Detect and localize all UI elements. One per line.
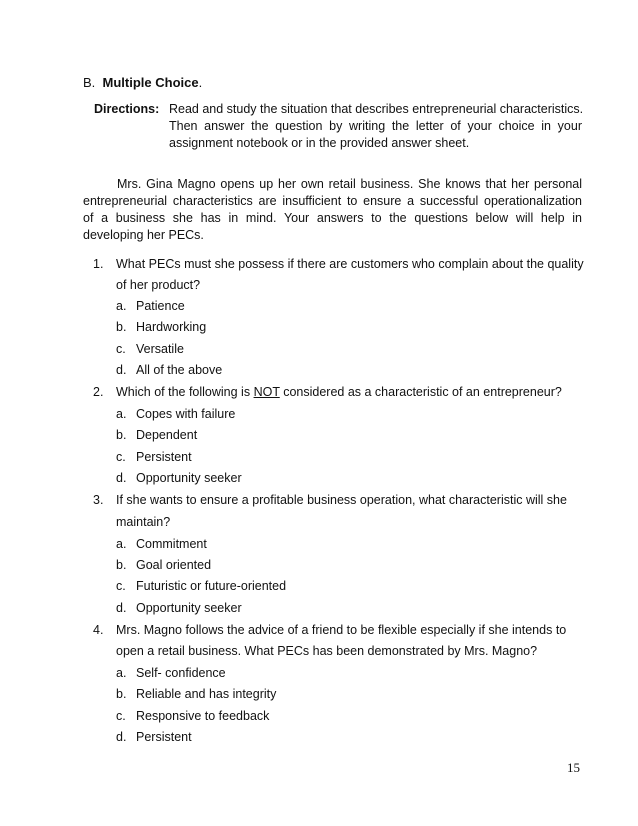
option-4a — [116, 666, 226, 680]
option-letter: b. — [116, 320, 127, 334]
option-1d — [116, 363, 222, 377]
question-1 — [93, 257, 584, 271]
question-1-continued: of her product? — [116, 278, 201, 292]
option-2d — [116, 471, 242, 485]
option-2b — [116, 428, 197, 442]
page-number: 15 — [567, 760, 580, 775]
option-letter: d. — [116, 601, 127, 615]
option-text: Responsive to feedback — [136, 709, 270, 723]
option-3a — [116, 537, 207, 551]
directions-line-1: Read and study the situation that describes entrepreneurial characteristics. — [169, 102, 584, 116]
option-3b — [116, 558, 211, 572]
option-text: Futuristic or future-oriented — [136, 579, 287, 593]
question-emphasis: NOT — [253, 385, 280, 399]
option-letter: b. — [116, 687, 127, 701]
section-title: Multiple Choice — [102, 75, 199, 90]
option-letter: a. — [116, 299, 127, 313]
situation-line-4: developing her PECs. — [83, 228, 204, 242]
directions-label: Directions: — [94, 102, 160, 116]
situation-line-2: entrepreneurial characteristics are insufficient to ensure a successful operationalization — [83, 194, 582, 208]
option-1b — [116, 320, 206, 334]
option-letter: b. — [116, 558, 127, 572]
option-text: Versatile — [136, 342, 184, 356]
section-heading — [83, 75, 202, 90]
option-text: Patience — [136, 299, 185, 313]
option-text: Copes with failure — [136, 407, 236, 421]
option-3c — [116, 579, 286, 593]
option-text: Persistent — [136, 730, 192, 744]
option-letter: c. — [116, 579, 126, 593]
option-2c — [116, 450, 192, 464]
directions-line-3: assignment notebook or in the provided answer sheet. — [169, 136, 470, 150]
section-prefix: B. — [83, 75, 96, 90]
option-3d — [116, 601, 242, 615]
option-letter: a. — [116, 666, 127, 680]
question-number: 2. — [93, 385, 104, 399]
option-letter: c. — [116, 450, 126, 464]
option-text: Dependent — [136, 428, 198, 442]
question-4 — [93, 623, 566, 637]
option-text: Reliable and has integrity — [136, 687, 277, 701]
option-text: Opportunity seeker — [136, 471, 242, 485]
directions-line-2: Then answer the question by writing the letter of your choice in your — [169, 119, 582, 133]
question-number: 1. — [93, 257, 104, 271]
option-text: All of the above — [136, 363, 223, 377]
option-text: Self- confidence — [136, 666, 226, 680]
option-letter: a. — [116, 537, 127, 551]
option-4b — [116, 687, 276, 701]
option-4d — [116, 730, 192, 744]
option-letter: c. — [116, 709, 126, 723]
option-text: Hardworking — [136, 320, 207, 334]
option-letter: c. — [116, 342, 126, 356]
question-text: Mrs. Magno follows the advice of a friend to be flexible especially if she intends to — [116, 623, 567, 637]
section-suffix: . — [198, 75, 203, 90]
question-2 — [93, 385, 562, 399]
question-number: 4. — [93, 623, 104, 637]
option-2a — [116, 407, 235, 421]
option-1c — [116, 342, 184, 356]
option-1a — [116, 299, 185, 313]
question-text: If she wants to ensure a profitable business operation, what characteristic will she — [116, 493, 567, 507]
option-letter: b. — [116, 428, 127, 442]
option-letter: d. — [116, 471, 127, 485]
question-text-before: Which of the following is — [116, 385, 254, 399]
question-text: What PECs must she possess if there are customers who complain about the quality — [116, 257, 584, 271]
question-number: 3. — [93, 493, 104, 507]
question-3-continued: maintain? — [116, 515, 171, 529]
question-text-after: considered as a characteristic of an entrepreneur? — [279, 385, 562, 399]
option-4c — [116, 709, 269, 723]
option-letter: a. — [116, 407, 127, 421]
option-text: Opportunity seeker — [136, 601, 242, 615]
option-text: Persistent — [136, 450, 192, 464]
option-text: Commitment — [136, 537, 207, 551]
situation-line-1: Mrs. Gina Magno opens up her own retail business. She knows that her personal — [117, 177, 582, 191]
option-letter: d. — [116, 730, 127, 744]
option-letter: d. — [116, 363, 127, 377]
option-text: Goal oriented — [136, 558, 212, 572]
question-4-continued: open a retail business. What PECs has been demonstrated by Mrs. Magno? — [116, 644, 538, 658]
situation-line-3: of a business she has in mind. Your answers to the questions below will help in — [83, 211, 582, 225]
question-3 — [93, 493, 567, 507]
